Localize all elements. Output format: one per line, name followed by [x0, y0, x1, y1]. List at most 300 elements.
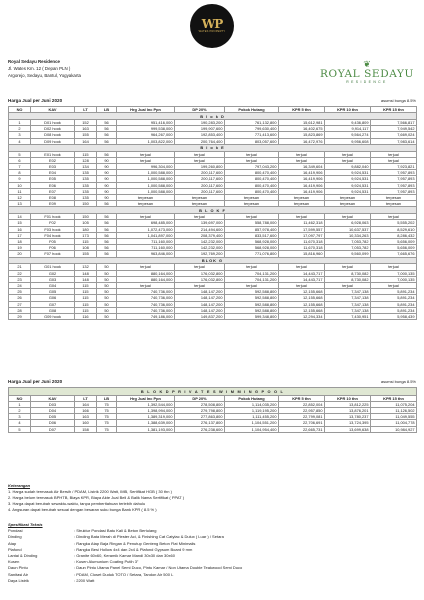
table-cell: 173 — [75, 232, 97, 238]
table-cell: 9,436,809 — [325, 120, 371, 126]
table-cell: 116 — [75, 314, 97, 320]
table-cell: 7,669,024 — [371, 132, 417, 138]
table-cell: 135 — [75, 188, 97, 194]
table-cell: 2 — [9, 408, 31, 414]
table-cell: 857,978,400 — [225, 226, 279, 232]
table-cell: E06 — [31, 182, 75, 188]
table-cell: 56 — [97, 220, 117, 226]
table-cell: 158 — [75, 426, 97, 432]
table-cell: G01 hook — [31, 264, 75, 270]
table-cell: 155 — [75, 132, 97, 138]
table-cell: terjual — [117, 151, 175, 157]
table-cell: 22,706,691 — [279, 420, 325, 426]
table-cell: 800,470,400 — [225, 170, 279, 176]
table-cell: 17,097,797 — [279, 232, 325, 238]
table-cell: 142,232,000 — [175, 239, 225, 245]
table-cell: D03 — [31, 401, 75, 407]
column-header: KAV — [31, 107, 75, 113]
table-cell: 26 — [9, 295, 31, 301]
table-cell: 15,823,869 — [279, 132, 325, 138]
column-header: KPR 5 thn — [279, 107, 325, 113]
table-cell: terpesan — [279, 195, 325, 201]
table-cell: 163 — [75, 126, 97, 132]
table-cell: 108 — [75, 245, 97, 251]
table-cell: 800,470,400 — [225, 176, 279, 182]
table-cell: 24 — [9, 283, 31, 289]
table-cell: 22,852,004 — [279, 401, 325, 407]
table-cell: G03 — [31, 276, 75, 282]
table-cell: 740,736,000 — [117, 295, 175, 301]
table-cell: 7,983,614 — [371, 138, 417, 144]
table-cell: 6 — [9, 157, 31, 163]
table-cell: terpesan — [117, 195, 175, 201]
table-cell: 1,389,319,000 — [117, 414, 175, 420]
table-cell: 6,928,063 — [325, 220, 371, 226]
table-cell: F01 hook — [31, 214, 75, 220]
table-cell: 90 — [97, 176, 117, 182]
table-cell: 135 — [75, 170, 97, 176]
table-cell: 166 — [75, 408, 97, 414]
table-cell: terpesan — [371, 195, 417, 201]
table-cell: 200,117,600 — [175, 188, 225, 194]
table-cell: D08 hook — [31, 132, 75, 138]
table-cell: 10,984,927 — [371, 426, 417, 432]
block-label: BLOK G — [9, 257, 417, 264]
table-cell: 7,053,782 — [325, 245, 371, 251]
table-cell: 9,560,099 — [325, 251, 371, 257]
table-cell: E09 — [31, 201, 75, 207]
specs-title: Spesifikasi Teknis — [8, 522, 43, 527]
column-header: KPR 10 thn — [325, 395, 371, 401]
table-cell: 999,538,000 — [117, 126, 175, 132]
table-cell: terjual — [279, 157, 325, 163]
table-cell: 11,004,778 — [371, 420, 417, 426]
spec-value: : Granite 60x60, Keramik Kamar Mandi 30x30 dan 30x60 — [74, 553, 175, 559]
table-cell: 13,699,638 — [325, 426, 371, 432]
table-cell: 9,914,117 — [325, 126, 371, 132]
table-cell: 90 — [97, 157, 117, 163]
table-cell: F06 — [31, 245, 75, 251]
table-cell: 10,637,537 — [325, 226, 371, 232]
table-cell: terjual — [117, 283, 175, 289]
table-cell: D02 hook — [31, 126, 75, 132]
block-header-row — [9, 207, 417, 214]
table-cell: 9,564,274 — [325, 132, 371, 138]
table-cell: 56 — [97, 120, 117, 126]
table-cell: E07 — [31, 188, 75, 194]
table-cell: 11,670,318 — [279, 245, 325, 251]
leaf-icon: ❦ — [363, 59, 371, 69]
table-cell: 18 — [9, 239, 31, 245]
table-cell: 1,000,588,000 — [117, 170, 175, 176]
table-cell: 3 — [9, 414, 31, 420]
table-cell: 164 — [75, 138, 97, 144]
table-cell: 128 — [75, 157, 97, 163]
table-cell: terjual — [279, 283, 325, 289]
table-cell: 1,119,195,200 — [225, 408, 279, 414]
table-row — [9, 426, 417, 432]
logo-subtitle: WATES PROPERTY — [198, 30, 226, 33]
table-cell: D04 — [31, 408, 75, 414]
table-cell: 1,104,954,400 — [225, 426, 279, 432]
table-cell: 11,049,555 — [371, 414, 417, 420]
table-cell: 10,334,263 — [325, 232, 371, 238]
table-cell: D07 — [31, 426, 75, 432]
table-cell: 599,348,800 — [225, 314, 279, 320]
table-cell: 163 — [75, 414, 97, 420]
spec-key: Daun Pintu — [8, 565, 28, 571]
table-cell: 12,155,668 — [279, 295, 325, 301]
wates-property-logo — [190, 4, 234, 48]
table-cell: 5,891,234 — [371, 301, 417, 307]
table-cell: 13,876,201 — [325, 408, 371, 414]
table-cell: 135 — [75, 176, 97, 182]
table-cell: 22,665,731 — [279, 426, 325, 432]
table-row — [9, 314, 417, 320]
table-cell: 12,155,668 — [279, 307, 325, 313]
table-cell: D06 — [31, 420, 75, 426]
table-cell: 592,588,800 — [225, 301, 279, 307]
table-cell: 740,736,000 — [117, 301, 175, 307]
table-cell: 56 — [97, 151, 117, 157]
table-cell: D01 hook — [31, 120, 75, 126]
table-cell: 115 — [75, 301, 97, 307]
table-cell: terjual — [325, 214, 371, 220]
table-cell: terjual — [175, 214, 225, 220]
pool-interest-rate-note: asumsi bunga 8.5% — [380, 379, 416, 384]
table-cell: 16,402,675 — [279, 126, 325, 132]
table-cell: 14,443,717 — [279, 270, 325, 276]
table-cell: 176,032,800 — [175, 270, 225, 276]
table-cell: 21 — [9, 264, 31, 270]
table-cell: 740,736,000 — [117, 289, 175, 295]
table-cell: 7,000,135 — [371, 276, 417, 282]
table-cell: 16,419,906 — [279, 170, 325, 176]
table-cell: 17 — [9, 232, 31, 238]
table-cell: 139,697,000 — [175, 220, 225, 226]
table-cell: 214,494,600 — [175, 226, 225, 232]
table-cell: 1,000,588,000 — [117, 182, 175, 188]
table-cell: 749,186,000 — [117, 314, 175, 320]
table-cell: 15,816,960 — [279, 251, 325, 257]
table-cell: 7,347,138 — [325, 301, 371, 307]
table-cell: 279,798,800 — [175, 408, 225, 414]
pool-banner-row — [9, 388, 417, 396]
table-cell: 7,957,893 — [371, 176, 417, 182]
table-cell: 15,612,981 — [279, 120, 325, 126]
table-cell: 13,724,395 — [325, 420, 371, 426]
table-cell: 56 — [97, 251, 117, 257]
table-cell: 134 — [75, 164, 97, 170]
table-cell: 568,928,000 — [225, 245, 279, 251]
table-cell: 132 — [75, 264, 97, 270]
table-cell: 11,462,318 — [279, 220, 325, 226]
spec-value: : Rangka Besi Hollow 4x4 dan 2x4 & Plafond Gypsum Board 9 mm — [74, 546, 193, 552]
price-list-header — [8, 98, 416, 103]
column-header: NO — [9, 395, 31, 401]
table-cell: 56 — [97, 232, 117, 238]
table-cell: E01 hook — [31, 151, 75, 157]
table-cell: 568,928,000 — [225, 239, 279, 245]
table-cell: 277,863,800 — [175, 414, 225, 420]
table-cell: 75 — [97, 408, 117, 414]
table-cell: terjual — [225, 214, 279, 220]
spec-value: : Dinding Bata Merah di Plester Aci, & Finishing Cat Catylac & Dulux ( Luar ) / Setara — [74, 534, 224, 540]
table-cell: 16,472,976 — [279, 138, 325, 144]
table-cell: 22,957,850 — [279, 408, 325, 414]
table-cell: 880,164,000 — [117, 276, 175, 282]
table-cell: 56 — [97, 138, 117, 144]
table-cell: 7,347,138 — [325, 307, 371, 313]
table-cell: 148 — [75, 270, 97, 276]
table-cell: 90 — [97, 188, 117, 194]
notes-title: Keterangan — [8, 483, 31, 488]
table-cell: 56 — [97, 239, 117, 245]
table-cell: 704,131,200 — [225, 270, 279, 276]
table-cell: 951,416,000 — [117, 120, 175, 126]
table-cell: 7,923,821 — [371, 164, 417, 170]
table-cell: 799,630,400 — [225, 126, 279, 132]
table-cell: E03 — [31, 164, 75, 170]
column-header: KPR 15 thn — [371, 107, 417, 113]
column-header: KAV — [31, 395, 75, 401]
table-cell: terjual — [325, 151, 371, 157]
spec-key: Sanitasi Air — [8, 571, 29, 577]
table-cell: terjual — [325, 157, 371, 163]
table-cell: F02 — [31, 220, 75, 226]
pool-list-header — [8, 379, 416, 384]
note-item: 2. Harga belum termasuk BPHTB, Biaya KPR, Biaya Akte Jual Beli & Balik Nama Sertifikat ( PPAT ) — [8, 495, 185, 501]
brand-wordmark: ROYAL SEDAYU — [320, 68, 414, 80]
table-cell: 698,485,000 — [117, 220, 175, 226]
table-cell: 56 — [97, 201, 117, 207]
table-cell: 142,232,000 — [175, 245, 225, 251]
residence-name: Royal Sedayu Residence — [8, 59, 60, 64]
table-cell: 115 — [75, 283, 97, 289]
table-cell: 9,924,531 — [325, 182, 371, 188]
block-header-row — [9, 113, 417, 120]
table-cell: 803,057,600 — [225, 138, 279, 144]
table-cell: terjual — [279, 214, 325, 220]
table-cell: terjual — [175, 151, 225, 157]
table-cell: G05 — [31, 289, 75, 295]
table-cell: 558,788,000 — [225, 220, 279, 226]
table-cell: 1,000,588,000 — [117, 188, 175, 194]
table-cell: terpesan — [117, 201, 175, 207]
table-cell: 28 — [9, 307, 31, 313]
table-cell: 150 — [75, 201, 97, 207]
table-cell: G09 hook — [31, 314, 75, 320]
table-cell: 50 — [97, 307, 117, 313]
table-cell: 200,117,600 — [175, 170, 225, 176]
table-cell: 7,053,782 — [325, 239, 371, 245]
table-cell: terjual — [325, 283, 371, 289]
table-cell: 200,117,600 — [175, 176, 225, 182]
table-cell: 592,588,800 — [225, 307, 279, 313]
column-header: KPR 15 thn — [371, 395, 417, 401]
table-cell: 208,379,400 — [175, 232, 225, 238]
table-cell: terpesan — [175, 195, 225, 201]
table-cell: terjual — [325, 264, 371, 270]
table-cell: 12,155,668 — [279, 301, 325, 307]
table-cell: 50 — [97, 314, 117, 320]
note-item: 4. Angsuran dapat berubah sesuai dengan besaran suku bunga Bank KPR ( 8.5 % ) — [8, 507, 157, 513]
table-cell: 1,111,455,200 — [225, 414, 279, 420]
table-cell: 5,656,009 — [371, 245, 417, 251]
table-cell: terpesan — [371, 201, 417, 207]
table-cell: 7,957,893 — [371, 188, 417, 194]
column-header: LT — [75, 395, 97, 401]
table-cell: 3 — [9, 132, 31, 138]
table-cell: G04 — [31, 283, 75, 289]
table-cell: 9,956,608 — [325, 138, 371, 144]
table-cell: 1,041,897,000 — [117, 232, 175, 238]
table-cell: 1,000,588,000 — [117, 176, 175, 182]
table-cell: 9,882,040 — [325, 164, 371, 170]
table-cell: 13,780,237 — [325, 414, 371, 420]
table-cell: 16,419,906 — [279, 188, 325, 194]
table-cell: 800,470,400 — [225, 188, 279, 194]
table-cell: 90 — [97, 170, 117, 176]
table-cell: terpesan — [225, 201, 279, 207]
table-cell: 1,398,994,000 — [117, 408, 175, 414]
pool-price-table — [8, 387, 417, 433]
table-cell: 711,160,000 — [117, 245, 175, 251]
table-cell: 10 — [9, 182, 31, 188]
table-cell: 704,131,200 — [225, 276, 279, 282]
spec-value: : Daun Pintu Utama Panel Semi Duco, Pintu Kamar / Non Utama Double Teakwood Semi Duco — [74, 565, 243, 571]
spec-key: Atap — [8, 540, 17, 546]
table-cell: 9,924,531 — [325, 170, 371, 176]
table-cell: 75 — [97, 420, 117, 426]
table-cell: terjual — [279, 151, 325, 157]
table-cell: G07 — [31, 301, 75, 307]
table-cell: 16,419,906 — [279, 182, 325, 188]
table-cell: 5,891,234 — [371, 307, 417, 313]
interest-rate-note: asumsi bunga 8.5% — [380, 98, 416, 103]
table-cell: 176,032,800 — [175, 276, 225, 282]
table-cell: 148,147,200 — [175, 289, 225, 295]
table-cell: terpesan — [225, 195, 279, 201]
table-cell: terpesan — [175, 201, 225, 207]
table-cell: 8,529,610 — [371, 226, 417, 232]
table-cell: 148,147,200 — [175, 295, 225, 301]
table-cell: 11,126,502 — [371, 408, 417, 414]
table-cell: 75 — [97, 414, 117, 420]
column-header: LB — [97, 107, 117, 113]
table-cell: 25 — [9, 289, 31, 295]
table-cell: 148,147,200 — [175, 307, 225, 313]
table-cell: 5 — [9, 151, 31, 157]
column-header: LB — [97, 395, 117, 401]
table-cell: 190,283,200 — [175, 120, 225, 126]
table-cell: 5,958,439 — [371, 314, 417, 320]
table-cell: 9 — [9, 176, 31, 182]
table-cell: 7 — [9, 164, 31, 170]
table-cell: 9,924,531 — [325, 176, 371, 182]
table-cell: 90 — [97, 164, 117, 170]
pool-list-title: Harga Jual per Juni 2020 — [8, 379, 63, 384]
spec-key: Plafond — [8, 546, 22, 552]
column-header: Hrg Jual Inc Ppn — [117, 107, 175, 113]
table-cell: 115 — [75, 307, 97, 313]
table-cell: 150 — [75, 214, 97, 220]
table-cell: terjual — [117, 214, 175, 220]
table-cell: E02 — [31, 157, 75, 163]
logo-mark: WP — [201, 17, 223, 31]
price-table — [8, 106, 417, 320]
table-cell: 50 — [97, 276, 117, 282]
table-cell: 8,286,432 — [371, 232, 417, 238]
spec-key: Pondasi — [8, 528, 23, 534]
table-cell: 22,799,081 — [279, 414, 325, 420]
table-cell: 1,072,473,000 — [117, 226, 175, 232]
column-header: Pokok Hutang — [225, 107, 279, 113]
table-cell: 16 — [9, 226, 31, 232]
table-cell: 16,349,604 — [279, 164, 325, 170]
table-cell: E04 — [31, 170, 75, 176]
table-cell: G06 — [31, 295, 75, 301]
notes-section — [8, 483, 416, 513]
table-cell: 8,730,082 — [325, 270, 371, 276]
table-cell: 56 — [97, 126, 117, 132]
table-cell: 1 — [9, 120, 31, 126]
table-cell: 276,137,800 — [175, 420, 225, 426]
block-header-row — [9, 144, 417, 151]
block-label: B l o k D — [9, 113, 417, 120]
table-cell: terjual — [371, 214, 417, 220]
table-cell: 5,656,009 — [371, 239, 417, 245]
address-line-2: Argorejo, Sedayu, Bantul, Yogyakarta — [8, 73, 81, 78]
table-cell: 17,599,557 — [279, 226, 325, 232]
column-header: Hrg Jual Inc Ppn — [117, 395, 175, 401]
column-header: KPR 5 thn — [279, 395, 325, 401]
spec-value: : Kusen Alumunium Coating Putih 3" — [74, 559, 139, 565]
table-cell: 200,764,400 — [175, 138, 225, 144]
table-cell: 75 — [97, 401, 117, 407]
table-cell: terpesan — [325, 195, 371, 201]
table-cell: G08 — [31, 307, 75, 313]
table-cell: 12,294,334 — [279, 314, 325, 320]
table-cell: 5 — [9, 426, 31, 432]
table-cell: 1,003,822,000 — [117, 138, 175, 144]
table-cell: 11 — [9, 188, 31, 194]
table-cell: G02 — [31, 270, 75, 276]
note-item: 1. Harga sudah termasuk Air Bersih / PDAM, Listrik 2200 Watt, IMB, Sertifikat HGB ( 30 thn ) — [8, 489, 172, 495]
table-cell: 1 — [9, 401, 31, 407]
block-label: B l o k E — [9, 144, 417, 151]
table-cell: 711,160,000 — [117, 239, 175, 245]
table-cell: 50 — [97, 283, 117, 289]
table-cell: 50 — [97, 301, 117, 307]
table-cell: 29 — [9, 314, 31, 320]
spec-key: Daya Listrik — [8, 577, 29, 583]
table-cell: 22 — [9, 270, 31, 276]
table-cell: terjual — [175, 157, 225, 163]
table-cell: 592,588,800 — [225, 295, 279, 301]
table-cell: terjual — [225, 264, 279, 270]
table-cell: terjual — [117, 264, 175, 270]
specs-section — [8, 522, 416, 584]
table-cell: 160 — [75, 420, 97, 426]
table-cell: 7,430,951 — [325, 314, 371, 320]
table-cell: 135 — [75, 182, 97, 188]
table-cell: 740,736,000 — [117, 307, 175, 313]
table-cell: 23 — [9, 276, 31, 282]
table-cell: 7,347,138 — [325, 289, 371, 295]
table-cell: 7,957,893 — [371, 170, 417, 176]
pool-banner: B L O K D P R I V A T E S W I M M I N G P O O L — [9, 388, 417, 396]
